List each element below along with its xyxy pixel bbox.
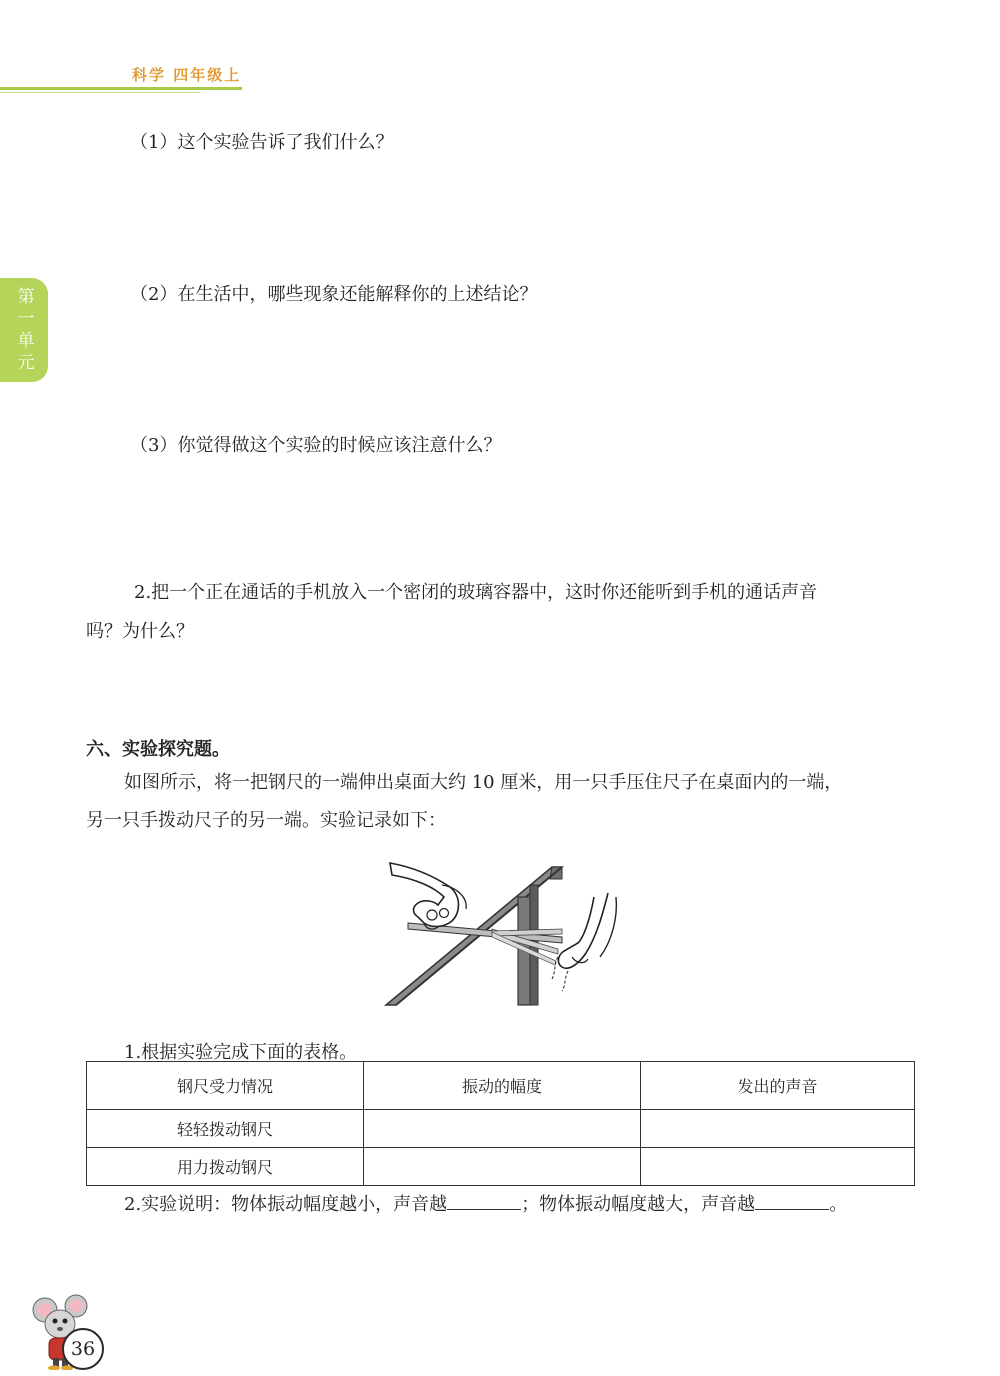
- table-header-cell: 发出的声音: [641, 1062, 915, 1110]
- section-6-intro-line-1: 如图所示，将一把钢尺的一端伸出桌面大约 10 厘米，用一只手压住尺子在桌面内的一端，: [124, 772, 843, 793]
- table-cell-answer[interactable]: [364, 1110, 641, 1148]
- question-4-line-1: 2.把一个正在通话的手机放入一个密闭的玻璃容器中，这时你还能听到手机的通话声音: [134, 582, 818, 603]
- table-cell-answer[interactable]: [641, 1110, 915, 1148]
- table-cell-answer[interactable]: [364, 1148, 641, 1186]
- task-1-instruction: 1.根据实验完成下面的表格。: [124, 1042, 358, 1063]
- table-row: [87, 1148, 915, 1186]
- table-cell: 轻轻拨动钢尺: [87, 1110, 364, 1148]
- header-divider-thin: [0, 92, 200, 93]
- table-cell: 用力拨动钢尺: [87, 1148, 364, 1186]
- question-4-line-2: 吗？为什么？: [86, 621, 194, 642]
- section-6-title: 六、实验探究题。: [86, 739, 230, 760]
- table-header-cell: 钢尺受力情况: [87, 1062, 364, 1110]
- question-1: （1）这个实验告诉了我们什么？: [130, 132, 394, 153]
- header-title: 科学 四年级上: [132, 66, 242, 84]
- question-2: （2）在生活中，哪些现象还能解释你的上述结论？: [130, 284, 538, 305]
- table-cell-answer[interactable]: [641, 1148, 915, 1186]
- table-header-row: [87, 1062, 915, 1110]
- question-3: （3）你觉得做这个实验的时候应该注意什么？: [130, 435, 502, 456]
- table-row: [87, 1110, 915, 1148]
- task-2-statement: [124, 1190, 847, 1216]
- task-2-part-1: 2.实验说明：物体振动幅度越小，声音越: [124, 1194, 448, 1215]
- ruler-vibration-illustration: [372, 857, 628, 1009]
- table-header-cell: 振动的幅度: [364, 1062, 641, 1110]
- task-2-end: 。: [829, 1194, 848, 1215]
- page-number: 36: [62, 1328, 104, 1370]
- section-6-intro-line-2: 另一只手拨动尺子的另一端。实验记录如下：: [86, 810, 446, 831]
- header-divider: [0, 87, 242, 90]
- unit-side-tab-label: 第一单元: [17, 287, 35, 373]
- answer-blank-1[interactable]: [447, 1195, 521, 1210]
- experiment-record-table: [86, 1061, 915, 1186]
- answer-blank-2[interactable]: [755, 1195, 829, 1210]
- task-2-part-2: ；物体振动幅度越大，声音越: [521, 1194, 756, 1215]
